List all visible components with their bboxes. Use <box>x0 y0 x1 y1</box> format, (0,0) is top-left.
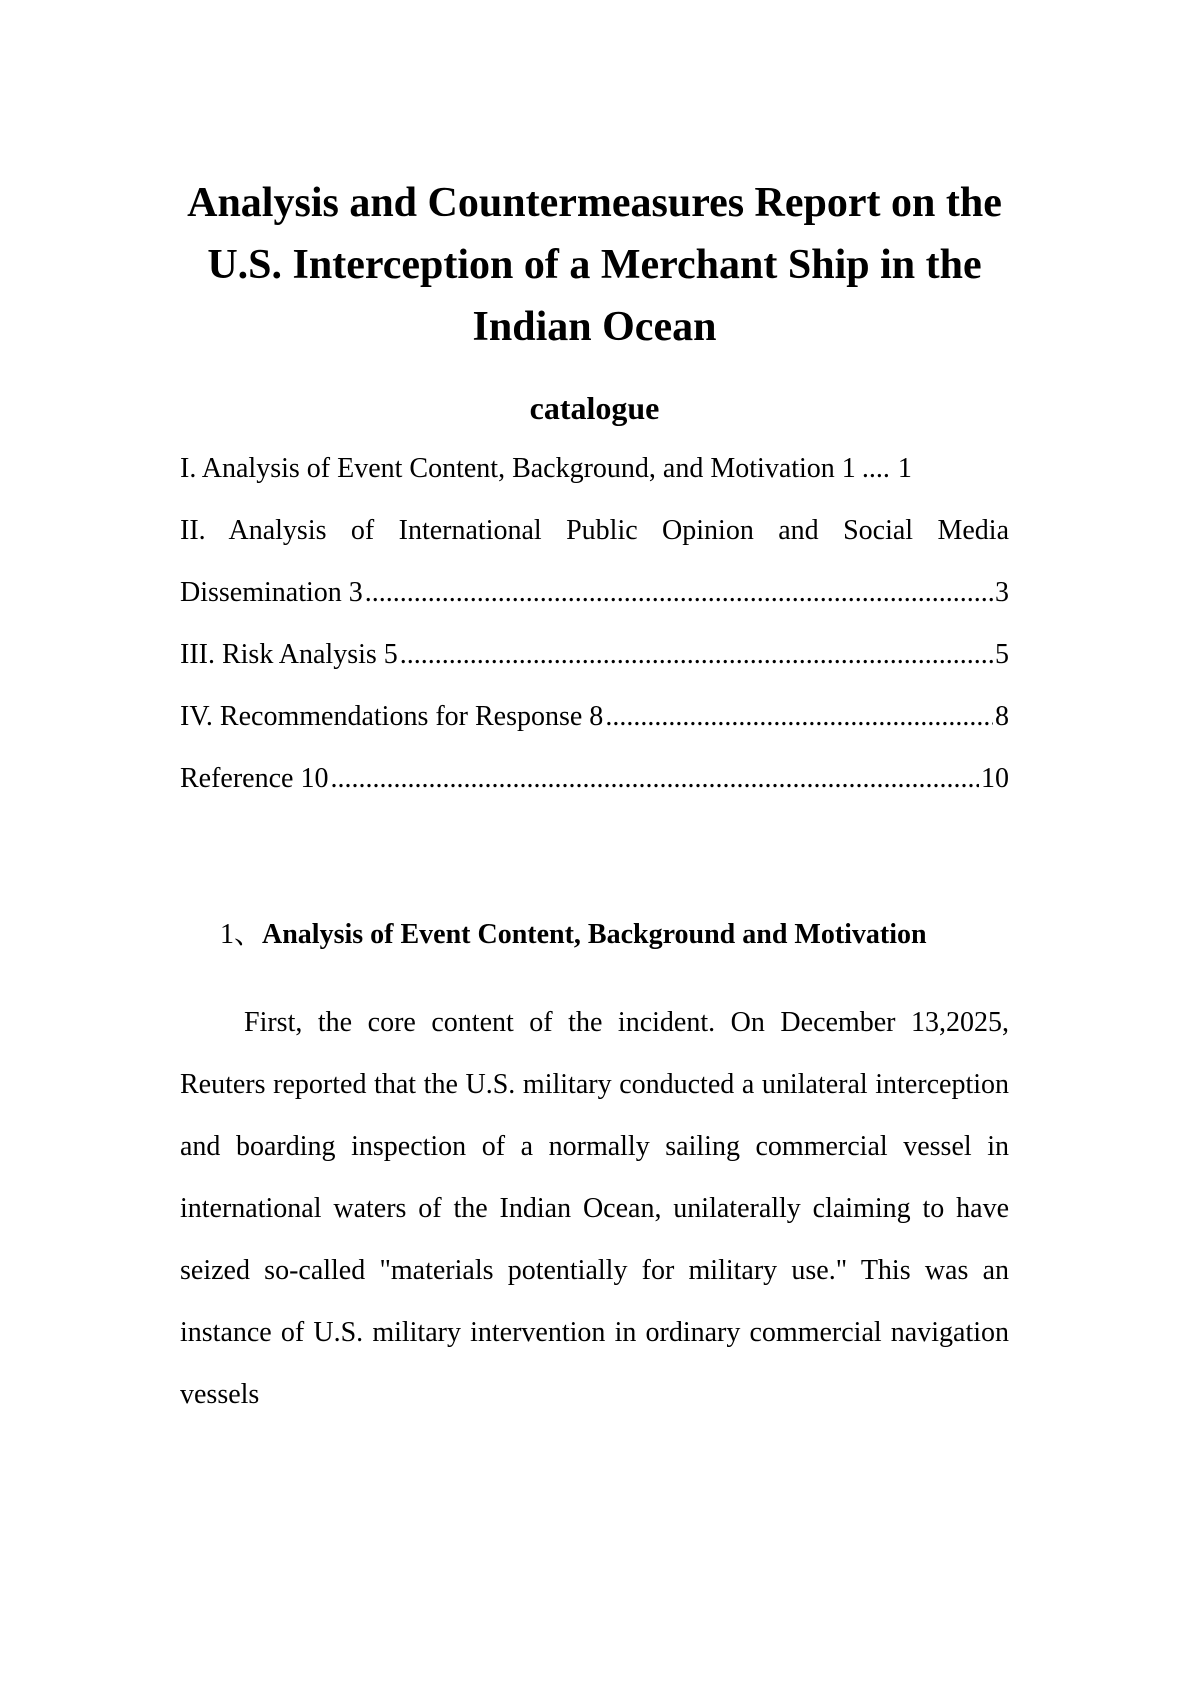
toc-item-label-continued: Dissemination 3 <box>180 577 363 608</box>
toc-page-number: 1 <box>897 453 912 484</box>
toc-page-number: 10 <box>981 763 1009 794</box>
section-number: 1、 <box>220 919 263 950</box>
section-heading <box>180 904 1009 966</box>
document-page <box>180 172 1009 1426</box>
body-paragraph: First, the core content of the incident. On December 13,2025, Reuters reported that the U.S. military conducted a unilateral interception and boarding inspection of a normally sailing commercial vessel in international waters of the Indian Ocean, unilaterally claiming to have seized so-called "materials potentially for military use." This was an instance of U.S. military intervention in ordinary commercial navigation vessels <box>180 1007 1009 1410</box>
section-heading-text: Analysis of Event Content, Background and Motivation <box>262 919 927 950</box>
toc-item-2[interactable] <box>180 500 1009 624</box>
toc-item-label: III. Risk Analysis 5 <box>180 639 398 670</box>
toc-item-1[interactable] <box>180 438 1009 500</box>
toc-item-3[interactable] <box>180 624 1009 686</box>
toc-page-number: 5 <box>995 639 1009 670</box>
toc-item-5[interactable] <box>180 748 1009 810</box>
toc-item-label: II. Analysis of International Public Opinion and Social Media <box>180 515 1009 546</box>
document-title: Analysis and Countermeasures Report on the U.S. Interception of a Merchant Ship in the Indian Ocean <box>187 180 1002 350</box>
toc-heading: catalogue <box>529 390 660 426</box>
toc-item-label: I. Analysis of Event Content, Background, and Motivation 1 <box>180 453 856 484</box>
toc-page-number: 3 <box>995 577 1009 608</box>
toc-leader <box>330 748 979 810</box>
table-of-contents <box>180 438 1009 810</box>
toc-item-label: Reference 10 <box>180 763 329 794</box>
toc-leader <box>605 686 993 748</box>
toc-page-number: 8 <box>995 701 1009 732</box>
toc-leader <box>400 624 993 686</box>
toc-leader: .... <box>861 453 890 484</box>
toc-leader <box>365 562 993 624</box>
toc-item-label: IV. Recommendations for Response 8 <box>180 701 604 732</box>
toc-item-4[interactable] <box>180 686 1009 748</box>
